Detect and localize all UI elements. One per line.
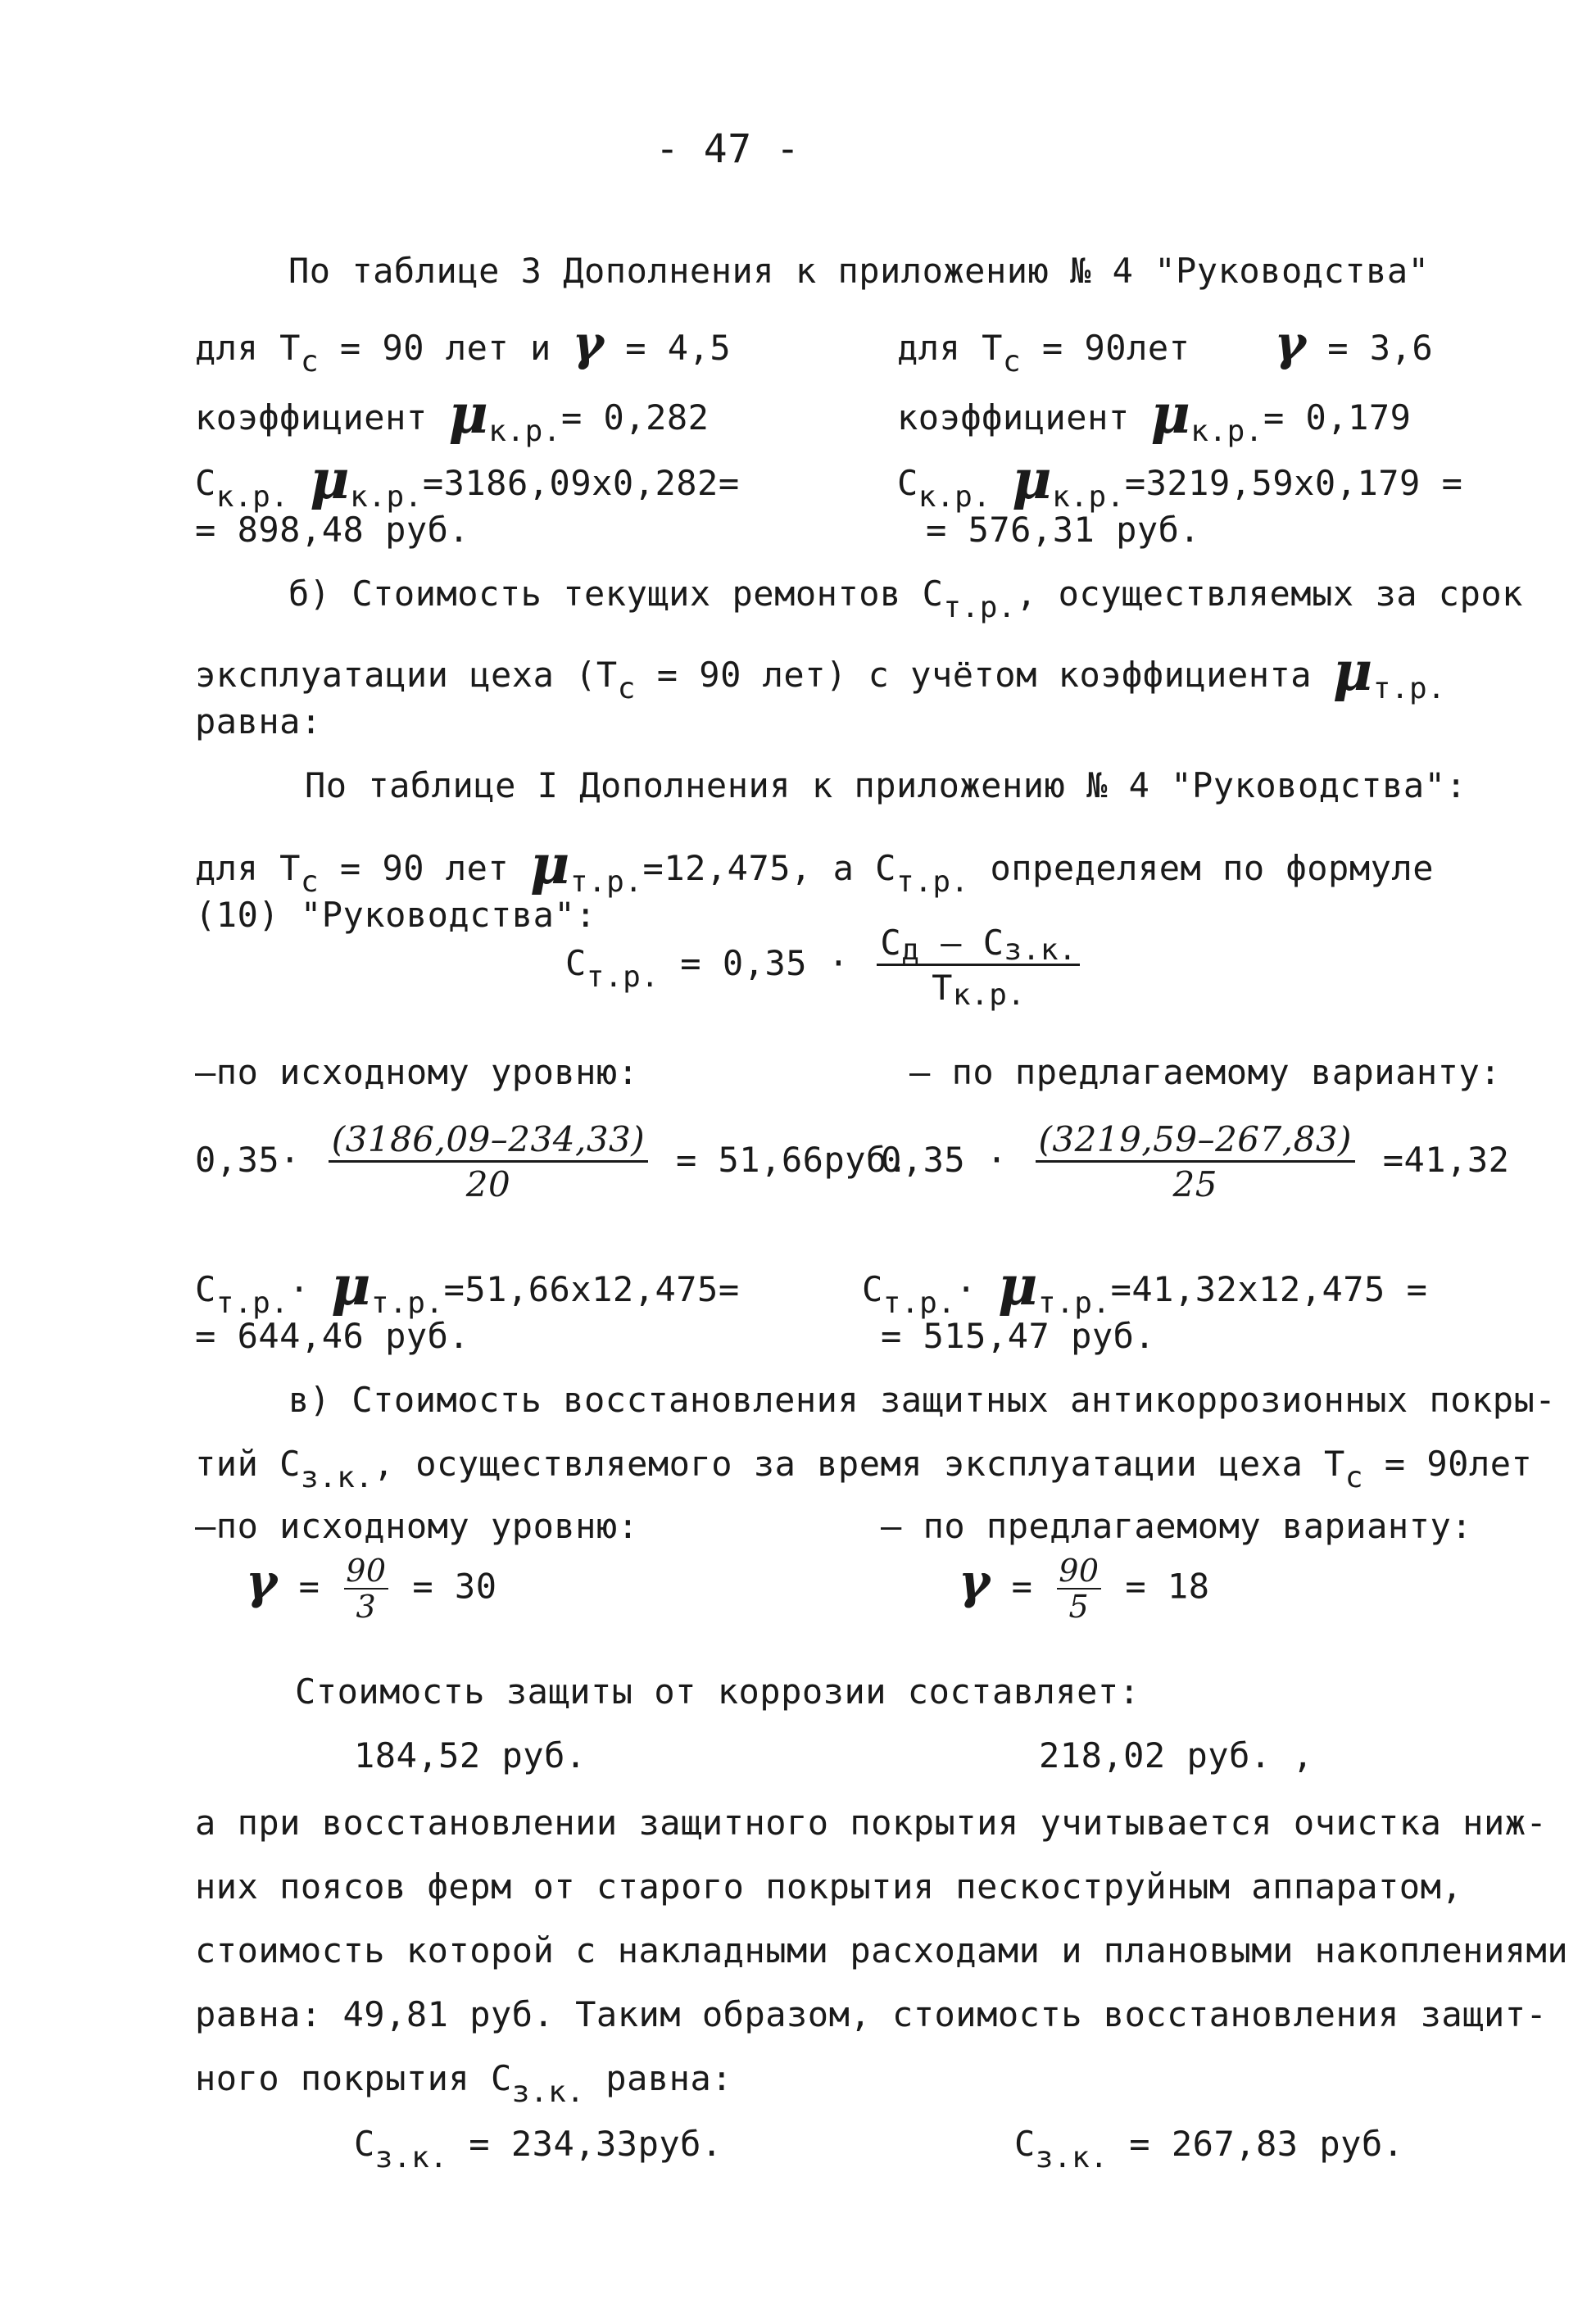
kr-left-product: Ск.р. μк.р.=3186,09х0,282= <box>195 447 740 514</box>
mu-symbol: μ <box>331 1254 371 1317</box>
kr-right-result: = 576,31 руб. <box>926 510 1201 550</box>
final-left: Сз.к. = 234,33руб. <box>354 2124 723 2175</box>
gamma-symbol: γ <box>572 315 605 371</box>
mu-symbol: μ <box>1332 639 1373 703</box>
gamma-symbol: γ <box>1274 315 1307 371</box>
label-initial-level: –по исходному уровню: <box>195 1052 639 1092</box>
total-left-product: Ст.р.· μт.р.=51,66х12,475= <box>195 1254 740 1320</box>
kr-right-tc: для Тс = 90лет γ = 3,6 <box>897 315 1434 379</box>
page-number: - 47 - <box>655 126 800 172</box>
cost-heading: Стоимость защиты от коррозии составляет: <box>295 1671 1140 1712</box>
total-left-result: = 644,46 руб. <box>195 1316 470 1356</box>
section-b-line1: б) Стоимость текущих ремонтов Ст.р., осуществляемых за срок <box>288 574 1523 624</box>
section-b-line3: равна: <box>195 701 322 741</box>
calc-left-fraction: $\frac{(3186,09-234,33)}{20}$ <box>329 1122 648 1202</box>
calc-right-fraction: $\frac{(3219,59-267,83)}{25}$ <box>1036 1122 1355 1202</box>
section-b-line2: эксплуатации цеха (Тс = 90 лет) с учётом коэффициента μт.р. <box>195 639 1446 705</box>
cost-left: 184,52 руб. <box>354 1735 587 1776</box>
para-line4: равна: 49,81 руб. Таким образом, стоимость восстановления защит- <box>195 1994 1548 2034</box>
kr-left-coef: коэффициент μк.р.= 0,282 <box>195 382 710 448</box>
section-b-table-ref: По таблице I Дополнения к приложению № 4 "Руководства": <box>305 765 1467 805</box>
final-right: Сз.к. = 267,83 руб. <box>1014 2124 1404 2175</box>
section-v-line2: тий Сз.к., осуществляемого за время эксплуатации цеха Тс = 90лет <box>195 1444 1533 1494</box>
gamma-symbol: γ <box>246 1553 278 1610</box>
para-line5: ного покрытия Сз.к. равна: <box>195 2058 733 2109</box>
total-right-result: = 515,47 руб. <box>881 1316 1156 1356</box>
calc-left: 0,35· $\frac{(3186,09-234,33)}{20}$ = 51,66руб. <box>195 1119 909 1204</box>
kr-left-tc: для Тс = 90 лет и γ = 4,5 <box>195 315 732 379</box>
gamma-right-fraction: $\frac{90}{5}$ <box>1059 1553 1100 1625</box>
kr-right-coef: коэффициент μк.р.= 0,179 <box>897 382 1412 448</box>
calc-right: 0,35 · $\frac{(3219,59-267,83)}{25}$ =41,32 <box>881 1119 1510 1204</box>
formula-fraction: $\frac{Сд - Сз.к.}{Тк.р.}$ <box>877 926 1080 1005</box>
mu-symbol: μ <box>998 1254 1038 1317</box>
kr-right-product: Ск.р. μк.р.=3219,59х0,179 = <box>897 447 1463 514</box>
section-b-line6: (10) "Руководства": <box>195 895 596 935</box>
mu-symbol: μ <box>310 447 351 511</box>
mu-symbol: μ <box>530 832 570 896</box>
gamma-left: γ = $\frac{90}{3}$ = 30 <box>246 1553 497 1625</box>
gamma-symbol: γ <box>959 1553 991 1610</box>
section-v-label-right: – по предлагаемому варианту: <box>881 1506 1473 1546</box>
gamma-left-fraction: $\frac{90}{3}$ <box>346 1553 387 1625</box>
intro-table-ref: По таблице 3 Дополнения к приложению № 4 "Руководства" <box>288 251 1430 291</box>
cost-right: 218,02 руб. , <box>1039 1735 1314 1776</box>
para-line2: них поясов ферм от старого покрытия пескоструйным аппаратом, <box>195 1866 1463 1907</box>
label-proposed-variant: – по предлагаемому варианту: <box>909 1052 1502 1092</box>
mu-symbol: μ <box>1150 382 1191 446</box>
section-v-line1: в) Стоимость восстановления защитных антикоррозионных покры- <box>288 1380 1557 1420</box>
mu-symbol: μ <box>448 382 489 446</box>
total-right-product: Ст.р.· μт.р.=41,32х12,475 = <box>862 1254 1428 1320</box>
formula-tr: Ст.р. = 0,35 · $\frac{Сд - Сз.к.}{Тк.р.}$ <box>565 926 1086 1005</box>
section-b-line5: для Тс = 90 лет μт.р.=12,475, а Ст.р. определяем по формуле <box>195 832 1434 899</box>
para-line3: стоимость которой с накладными расходами и плановыми накоплениями <box>195 1930 1569 1971</box>
gamma-right: γ = $\frac{90}{5}$ = 18 <box>959 1553 1210 1625</box>
para-line1: а при восстановлении защитного покрытия учитывается очистка ниж- <box>195 1803 1548 1843</box>
section-v-label-left: –по исходному уровню: <box>195 1506 639 1546</box>
kr-left-result: = 898,48 руб. <box>195 510 470 550</box>
mu-symbol: μ <box>1012 447 1053 511</box>
